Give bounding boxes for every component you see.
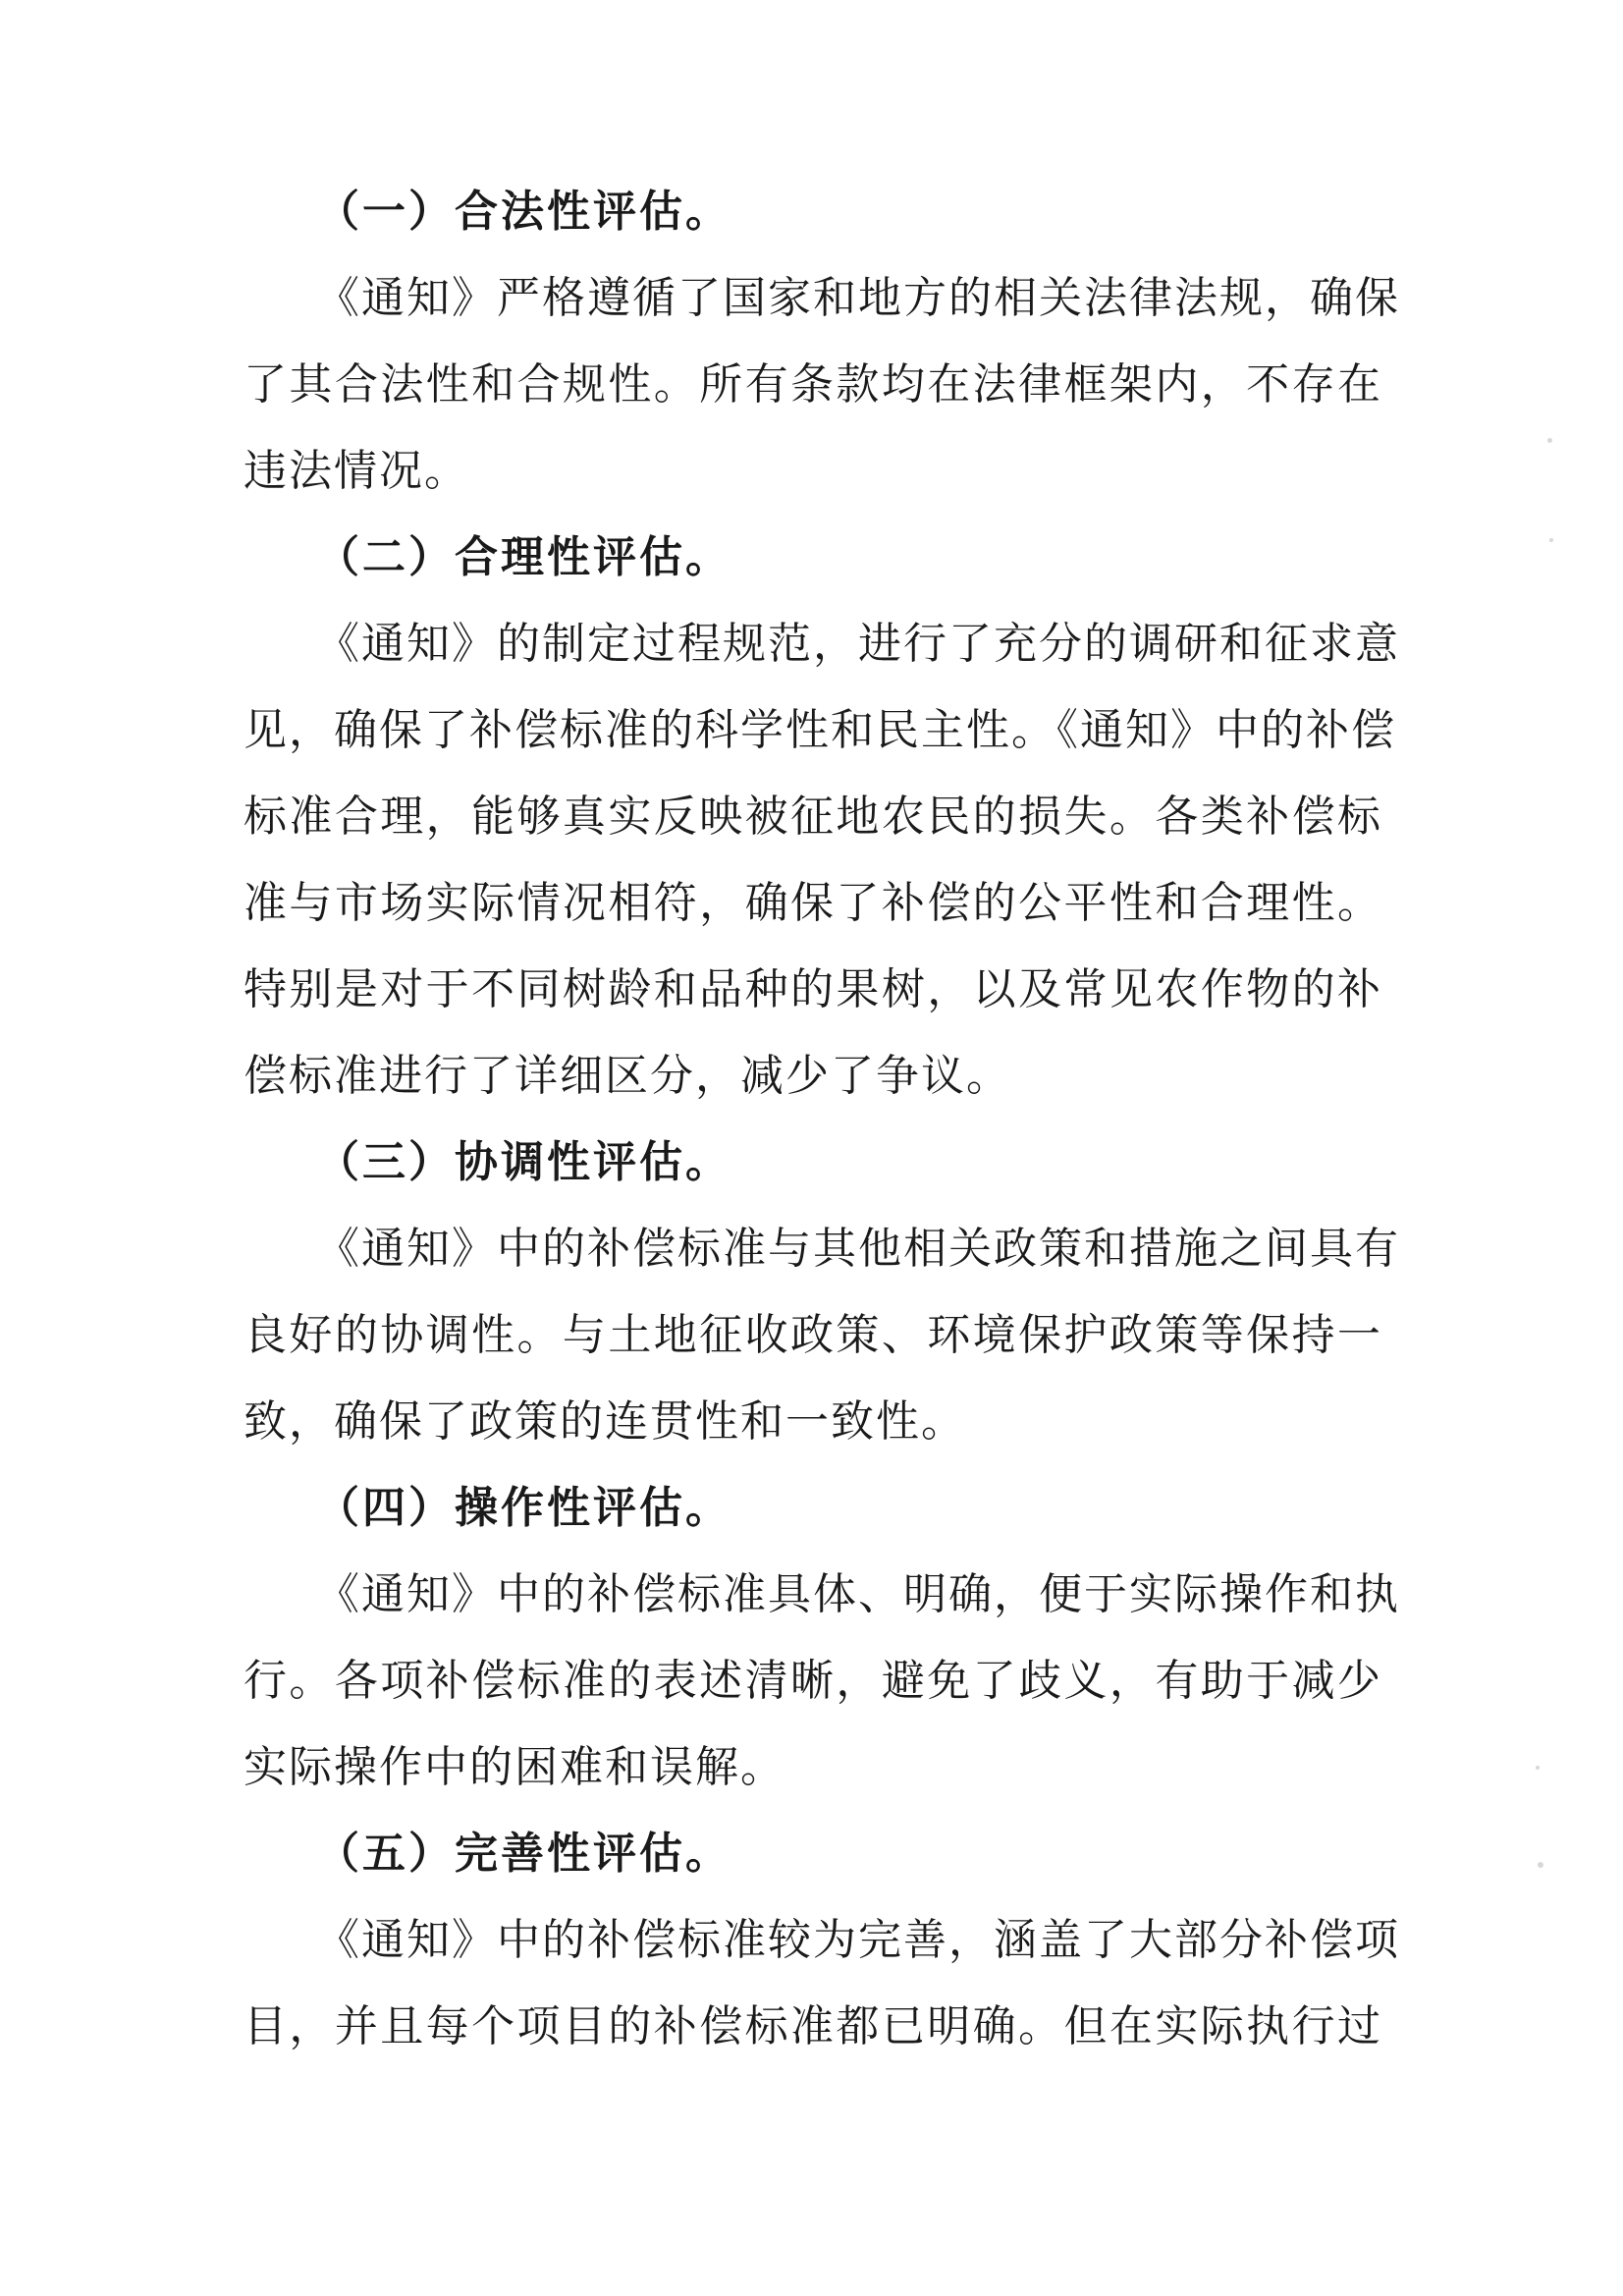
section-3-line-2: 良好的协调性。与土地征收政策、环境保护政策等保持一	[243, 1310, 1382, 1360]
section-4-line-1: 《通知》中的补偿标准具体、明确，便于实际操作和执	[316, 1569, 1400, 1619]
section-4-line-3: 实际操作中的困难和误解。	[243, 1742, 785, 1792]
section-heading-2: （二）合理性评估。	[316, 532, 731, 582]
section-5-line-2: 目，并且每个项目的补偿标准都已明确。但在实际执行过	[243, 2001, 1382, 2051]
section-5-line-1: 《通知》中的补偿标准较为完善，涵盖了大部分补偿项	[316, 1915, 1400, 1965]
section-1-line-3: 违法情况。	[243, 446, 469, 496]
section-2-line-2: 见，确保了补偿标准的科学性和民主性。《通知》中的补偿	[243, 705, 1396, 755]
section-4-line-2: 行。各项补偿标准的表述清晰，避免了歧义，有助于减少	[243, 1656, 1382, 1706]
section-2-line-5: 特别是对于不同树龄和品种的果树，以及常见农作物的补	[243, 964, 1382, 1014]
scan-speck	[1538, 1862, 1543, 1868]
section-2-line-6: 偿标准进行了详细区分，减少了争议。	[243, 1051, 1011, 1101]
section-1-line-2: 了其合法性和合规性。所有条款均在法律框架内，不存在	[243, 359, 1382, 410]
section-2-line-1: 《通知》的制定过程规范，进行了充分的调研和征求意	[316, 619, 1400, 669]
section-3-line-1: 《通知》中的补偿标准与其他相关政策和措施之间具有	[316, 1224, 1400, 1274]
section-2-line-3: 标准合理，能够真实反映被征地农民的损失。各类补偿标	[243, 792, 1382, 842]
section-heading-5: （五）完善性评估。	[316, 1829, 731, 1879]
section-heading-1: （一）合法性评估。	[316, 187, 731, 237]
section-heading-3: （三）协调性评估。	[316, 1137, 731, 1187]
section-1-line-1: 《通知》严格遵循了国家和地方的相关法律法规，确保	[316, 273, 1400, 323]
scan-speck	[1547, 438, 1552, 443]
section-3-line-3: 致，确保了政策的连贯性和一致性。	[243, 1396, 966, 1447]
scan-speck	[1536, 1766, 1540, 1770]
scan-speck	[1549, 538, 1553, 542]
section-2-line-4: 准与市场实际情况相符，确保了补偿的公平性和合理性。	[243, 878, 1382, 928]
section-heading-4: （四）操作性评估。	[316, 1483, 731, 1533]
